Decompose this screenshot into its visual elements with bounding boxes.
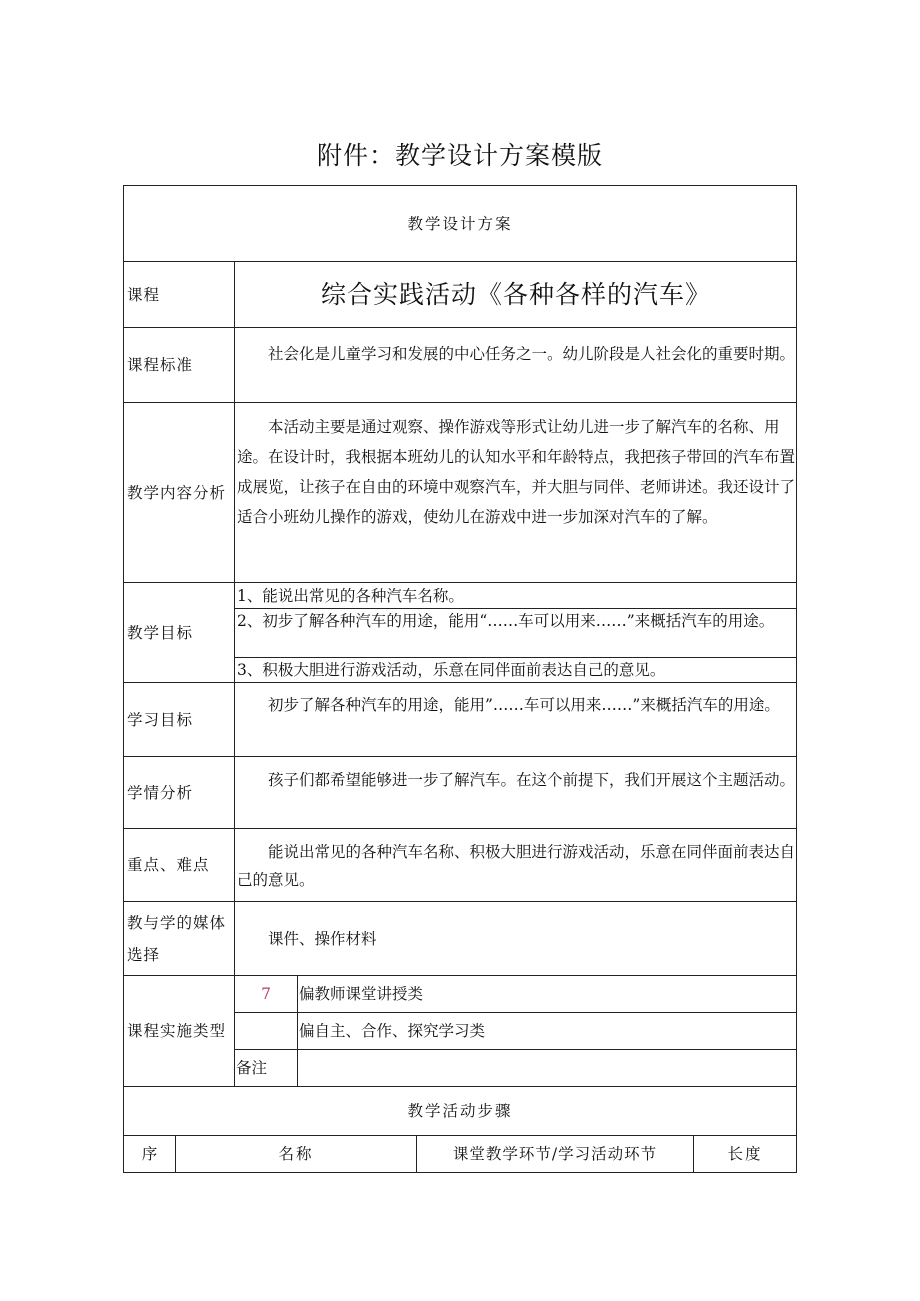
learner-analysis-text: 孩子们都希望能够进一步了解汽车。在这个前提下，我们开展这个主题活动。 — [268, 771, 796, 789]
label-course: 课程 — [127, 285, 161, 304]
design-table — [123, 185, 797, 1173]
steps-title: 教学活动步骤 — [407, 1102, 513, 1120]
label-key-points: 重点、难点 — [127, 856, 210, 874]
label-teaching-goals: 教学目标 — [127, 623, 194, 642]
course-title: 综合实践活动《各种各样的汽车》 — [320, 279, 711, 309]
content-analysis-text: 本活动主要是通过观察、操作游戏等形式让幼儿进一步了解汽车的名称、用途。在设计时，我根据本班幼儿的认知水平和年龄特点，我把孩子带回的汽车布置成展览，让孩子在自由的环境中观察汽车，并大胆与同伴、老师讲述。我还设计了适合小班幼儿操作的游戏，使幼儿在游戏中进一步加深对汽车的了解。 — [237, 418, 796, 526]
implementation-option-1: 偏教师课堂讲授类 — [299, 985, 424, 1003]
teaching-goal-2: 2、初步了解各种汽车的用途，能用“……车可以用来……”来概括汽车的用途。 — [237, 612, 775, 630]
label-learning-goals: 学习目标 — [127, 710, 194, 729]
learning-goals-text: 初步了解各种汽车的用途，能用”……车可以用来……”来概括汽车的用途。 — [268, 696, 780, 714]
remark-label: 备注 — [236, 1059, 268, 1077]
implementation-mark: 7 — [261, 985, 271, 1003]
implementation-option-2: 偏自主、合作、探究学习类 — [299, 1022, 486, 1040]
label-implementation: 课程实施类型 — [127, 1022, 227, 1040]
standard-text: 社会化是儿童学习和发展的中心任务之一。幼儿阶段是人社会化的重要时期。 — [268, 345, 796, 363]
label-content-analysis: 教学内容分析 — [127, 483, 227, 502]
label-learner-analysis: 学情分析 — [127, 783, 194, 802]
steps-col-length: 长度 — [727, 1145, 763, 1163]
teaching-goal-3: 3、积极大胆进行游戏活动，乐意在同伴面前表达自己的意见。 — [237, 661, 666, 679]
steps-col-index: 序 — [141, 1145, 158, 1163]
page-title: 附件：教学设计方案模版 — [316, 141, 603, 170]
teaching-goal-1: 1、能说出常见的各种汽车名称。 — [237, 587, 464, 605]
label-standard: 课程标准 — [127, 356, 194, 374]
label-media: 教与学的媒体选择 — [127, 913, 227, 964]
steps-col-name: 名称 — [278, 1145, 314, 1163]
steps-col-stage: 课堂教学环节/学习活动环节 — [452, 1145, 658, 1163]
table-header: 教学设计方案 — [407, 214, 513, 233]
key-points-text: 能说出常见的各种汽车名称、积极大胆进行游戏活动，乐意在同伴面前表达自己的意见。 — [237, 843, 796, 889]
media-text: 课件、操作材料 — [268, 929, 377, 948]
